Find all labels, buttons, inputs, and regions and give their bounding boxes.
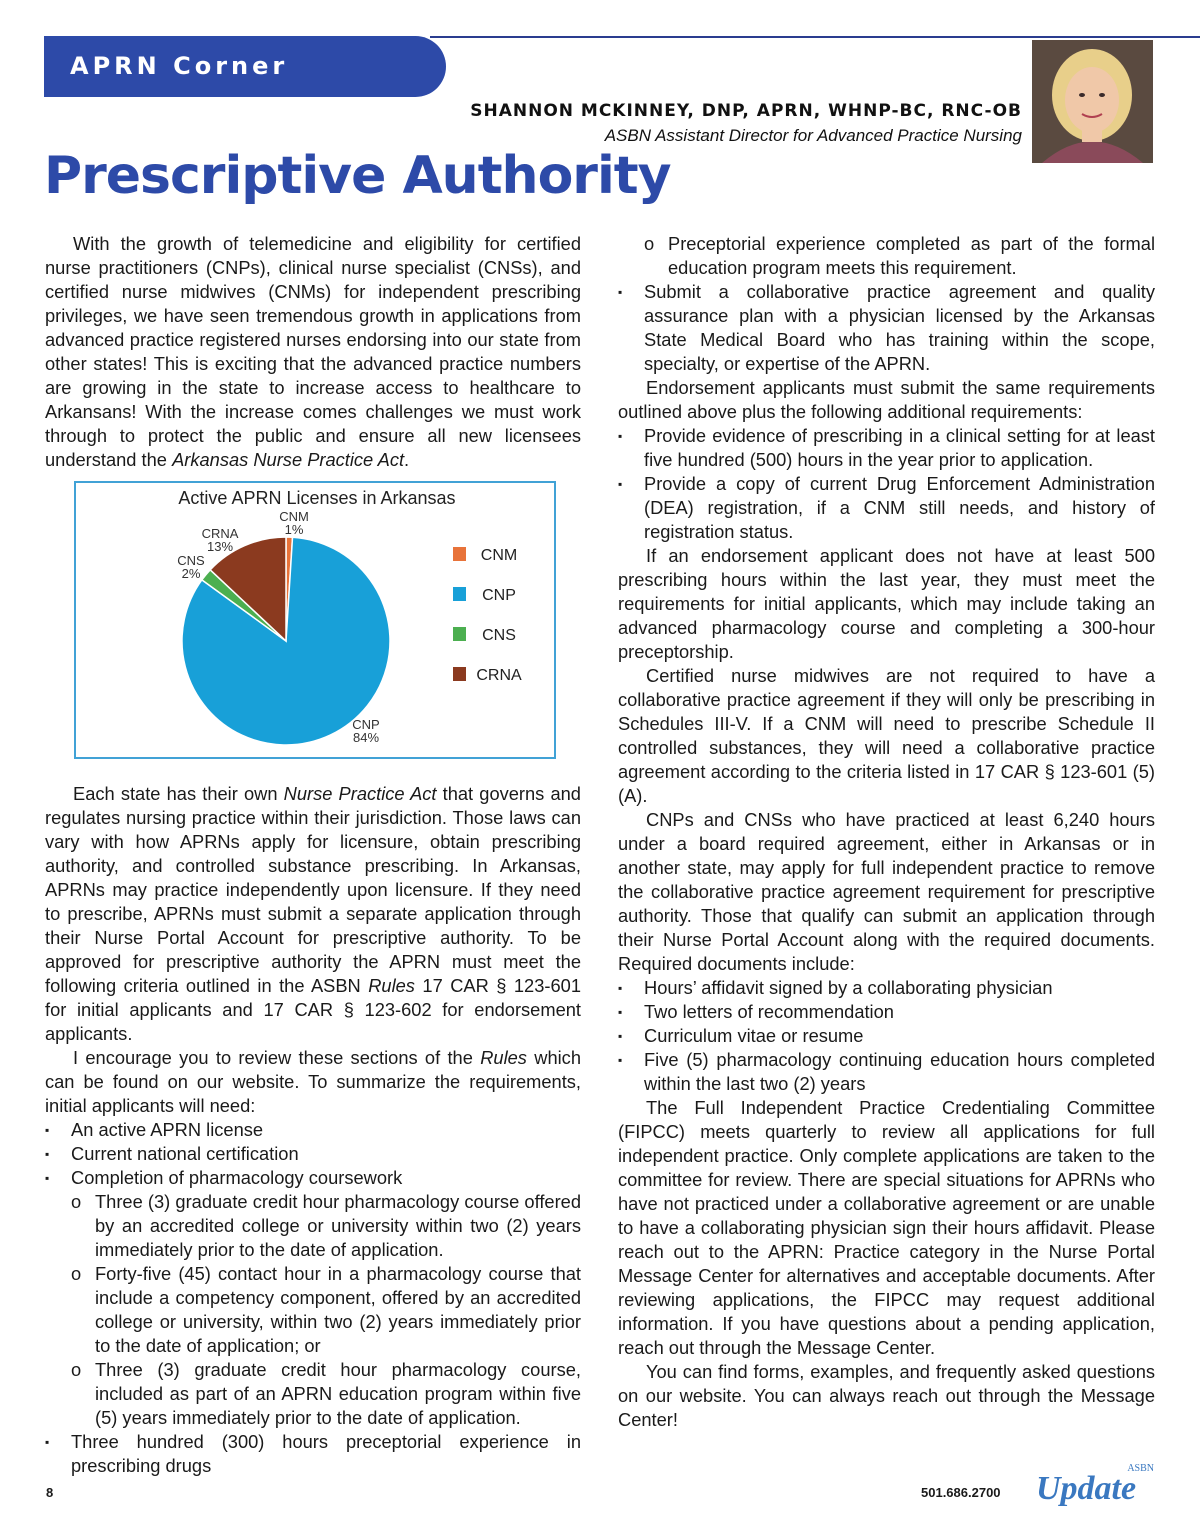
review-paragraph: I encourage you to review these sections of the Rules which can be found on our website. To summarize the requirements, initial applicants will need: [45,1047,581,1116]
continued-list [618,232,1155,376]
list-item: ▪ Provide evidence of prescribing in a clinical setting for at least five hundred (500) hours in the year prior to application. [618,424,1155,472]
label-cnm-name: CNM [279,509,309,524]
sub-list-item: o Three (3) graduate credit hour pharmacology course offered by an accredited college or university within two (2) years immediately prior to the date of application. [45,1190,581,1262]
sub-list-item: o Preceptorial experience completed as part of the formal education program meets this requirement. [618,232,1155,280]
cnm-paragraph: Certified nurse midwives are not required to have a collaborative practice agreement if they will only be prescribing in Schedules III-V. If a CNM will need to prescribe Schedule II controlled substances, they will need a collaborative practice agreement according to the criteria listed in 17 CAR § 123-601 (5)(A). [618,665,1155,806]
label-crna-pct: 13% [206,539,234,554]
header-rule [430,36,1200,38]
list-item: ▪ Five (5) pharmacology continuing education hours completed within the last two (2) years [618,1048,1155,1096]
asbn-update-logo [1036,1463,1162,1507]
forms-paragraph: You can find forms, examples, and frequently asked questions on our website. You can always reach out through the Message Center! [618,1361,1155,1430]
logo-asbn: ASBN [1127,1463,1154,1474]
sub-list-item: o Three (3) graduate credit hour pharmacology course, included as part of an APRN education program within five (5) years immediately prior to the date of application. [45,1358,581,1430]
pie-chart-svg [76,483,554,757]
page-title: Prescriptive Authority [44,146,671,206]
footer-phone: 501.686.2700 [921,1485,1001,1500]
logo-update: Update [1036,1470,1137,1507]
label-cns-pct: 2% [181,566,201,581]
list-item: ▪ Two letters of recommendation [618,1000,1155,1024]
label-cnp-pct: 84% [352,730,380,745]
left-column-bottom [45,782,581,1478]
author-photo [1032,40,1153,163]
right-column [618,232,1155,1432]
endorsement-paragraph: Endorsement applicants must submit the same requirements outlined above plus the following additional requirements: [618,377,1155,422]
hours-paragraph: If an endorsement applicant does not have at least 500 prescribing hours within the last year, they must meet the requirements for initial applicants, which may include taking an advanced pharmacology course and completing a 300-hour preceptorship. [618,545,1155,662]
list-item: ▪ Current national certification [45,1142,581,1166]
intro-paragraph: With the growth of telemedicine and eligibility for certified nurse practitioners (CNPs), clinical nurse specialist (CNSs), and certified nurse midwives (CNMs) for independent prescribing privileges, we have seen tremendous growth in applications from advanced practice registered nurses endorsing into our state from other states! This is exciting that the advanced practice numbers are growing in the state to increase access to healthcare to Arkansans! With the increase comes challenges we must work through to protect the public and ensure all new licensees understand the Arkansas Nurse Practice Act. [45,233,581,470]
section-label: APRN Corner [70,52,289,80]
required-documents-list [618,976,1155,1096]
page-number: 8 [46,1485,54,1500]
independent-practice-paragraph: CNPs and CNSs who have practiced at least 6,240 hours under a board required agreement, either in Arkansas or in another state, may apply for full independent practice to remove the collaborative practice agreement requirement for prescriptive authority. Those that qualify can submit an application through their Nurse Portal Account along with the required documents. Required documents include: [618,809,1155,974]
list-item: ▪ Three hundred (300) hours preceptorial experience in prescribing drugs [45,1430,581,1478]
legend-swatch-cns [453,627,466,641]
endorsement-list [618,424,1155,544]
legend-label-cnp: CNP [482,587,516,604]
label-cnp-name: CNP [352,717,380,732]
author-role: ASBN Assistant Director for Advanced Practice Nursing [604,126,1022,145]
chart-title: Active APRN Licenses in Arkansas [178,488,456,508]
label-cnm-pct: 1% [284,522,304,537]
legend-swatch-cnp [453,587,466,601]
pie-chart [74,481,556,759]
legend-label-cns: CNS [482,627,516,644]
list-item: ▪ An active APRN license [45,1118,581,1142]
initial-requirements-list [45,1118,581,1478]
label-cns-name: CNS [177,553,205,568]
legend-label-crna: CRNA [476,667,522,684]
author-block [470,101,1022,146]
list-item: ▪ Curriculum vitae or resume [618,1024,1155,1048]
author-name: SHANNON MCKINNEY, DNP, APRN, WHNP-BC, RNC-OB [470,101,1022,121]
list-item: ▪ Submit a collaborative practice agreement and quality assurance plan with a physician licensed by the Arkansas State Medical Board who has training within the scope, specialty, or expertise of the APRN. [618,280,1155,376]
author-portrait-icon [1032,40,1153,163]
laws-paragraph: Each state has their own Nurse Practice Act that governs and regulates nursing practice within their jurisdiction. Those laws can vary with how APRNs apply for licensure, obtain prescribing authority, and controlled substance prescribing. In Arkansas, APRNs may practice independently upon licensure. If they need to prescribe, APRNs must submit a separate application through their Nurse Portal Account for prescriptive authority. To be approved for prescriptive authority the APRN must meet the following criteria outlined in the ASBN Rules 17 CAR § 123-601 for initial applicants and 17 CAR § 123-602 for endorsement applicants. [45,783,581,1044]
list-item: ▪ Completion of pharmacology coursework [45,1166,581,1190]
label-crna-name: CRNA [201,526,239,541]
legend-swatch-cnm [453,547,466,561]
list-item: ▪ Hours’ affidavit signed by a collaborating physician [618,976,1155,1000]
fipcc-paragraph: The Full Independent Practice Credentialing Committee (FIPCC) meets quarterly to review all applications for full independent practice. Only complete applications are taken to the committee for review. There are special situations for APRNs who have not practiced under a collaborative agreement or are unable to have a collaborating physician sign their hours affidavit. Please reach out to the APRN: Practice category in the Nurse Portal Message Center for alternatives and acceptable documents. After reviewing applications, the FIPCC may request additional information. If you have questions about a pending application, reach out through the Message Center. [618,1097,1155,1358]
left-column-top [45,232,581,472]
list-item: ▪ Provide a copy of current Drug Enforcement Administration (DEA) registration, if a CNM still needs, and history of registration status. [618,472,1155,544]
section-banner [44,36,446,97]
sub-list-item: o Forty-five (45) contact hour in a pharmacology course that include a competency component, offered by an accredited college or university, within two (2) years immediately prior to the date of application; or [45,1262,581,1358]
legend-swatch-crna [453,667,466,681]
legend-label-cnm: CNM [480,547,518,564]
